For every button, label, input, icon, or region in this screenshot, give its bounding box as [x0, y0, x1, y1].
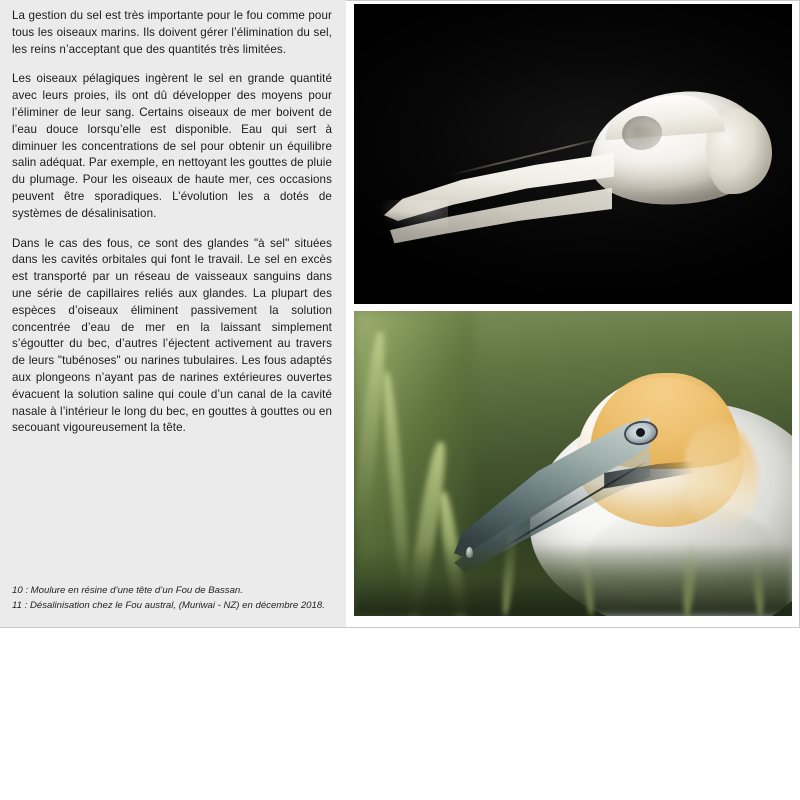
- figure-stack: [354, 4, 792, 616]
- black-backdrop: [354, 4, 792, 304]
- gannet-eye-pupil: [636, 428, 645, 437]
- figure-australasian-gannet-desalination: [354, 311, 792, 616]
- figure-caption-11: 11 : Désalinisation chez le Fou austral, (Muriwai - NZ) en décembre 2018.: [12, 600, 325, 612]
- grass-backdrop: [354, 311, 792, 616]
- bottom-rule: [0, 627, 800, 628]
- body-paragraph-1: La gestion du sel est très importante pour le fou comme pour tous les oiseaux marins. Ils doivent gérer l’élimination du sel, les reins n’acceptant que des quantités très limitées.: [12, 9, 332, 56]
- figure-caption-list: [12, 584, 332, 614]
- body-paragraph-3: Dans le cas des fous, ce sont des glandes "à sel" situées dans les cavités orbitales qui font le travail. Le sel en excès est transporté par un réseau de vaisseaux sanguins dans une série de capillaires reliés aux glandes. La plupart des espèces d’oiseaux éliminent passivement la solution concentrée d’eau de mer en la laissant simplement s’égoutter du bec, d’autres l’éjectent activement au travers de leurs "tubénoses" ou narines tubulaires. Les fous adaptés aux plongeons n’ayant pas de narines extérieures ouvertes évacuent la solution saline qui coule d’un canal de la cavité nasale à l’intérieur le long du bec, en gouttes à gouttes ou en secouant vigoureusement la tête.: [12, 236, 332, 435]
- figure-caption-10: 10 : Moulure en résine d’une tête d’un Fou de Bassan.: [12, 585, 243, 597]
- body-paragraph-2: Les oiseaux pélagiques ingèrent le sel en grande quantité avec leurs proies, ils ont dû développer des moyens pour l’éliminer de leur sang. Certains oiseaux de mer boivent de l’eau douce lorsqu’elle est disponible. Eau qui sert à diminuer les concentrations de sel pour obtenir un équilibre salin adéquat. Par exemple, en nettoyant les gouttes de pluie du plumage. Pour les oiseaux de haute mer, ces occasions peuvent être sporadiques. L’évolution les a dotés de systèmes de désalinisation.: [12, 72, 332, 220]
- foreground-grass: [354, 546, 792, 616]
- skull-beak-tip-highlight: [378, 200, 448, 234]
- figure-resin-moulding-gannet-skull: [354, 4, 792, 304]
- text-column: [0, 0, 346, 628]
